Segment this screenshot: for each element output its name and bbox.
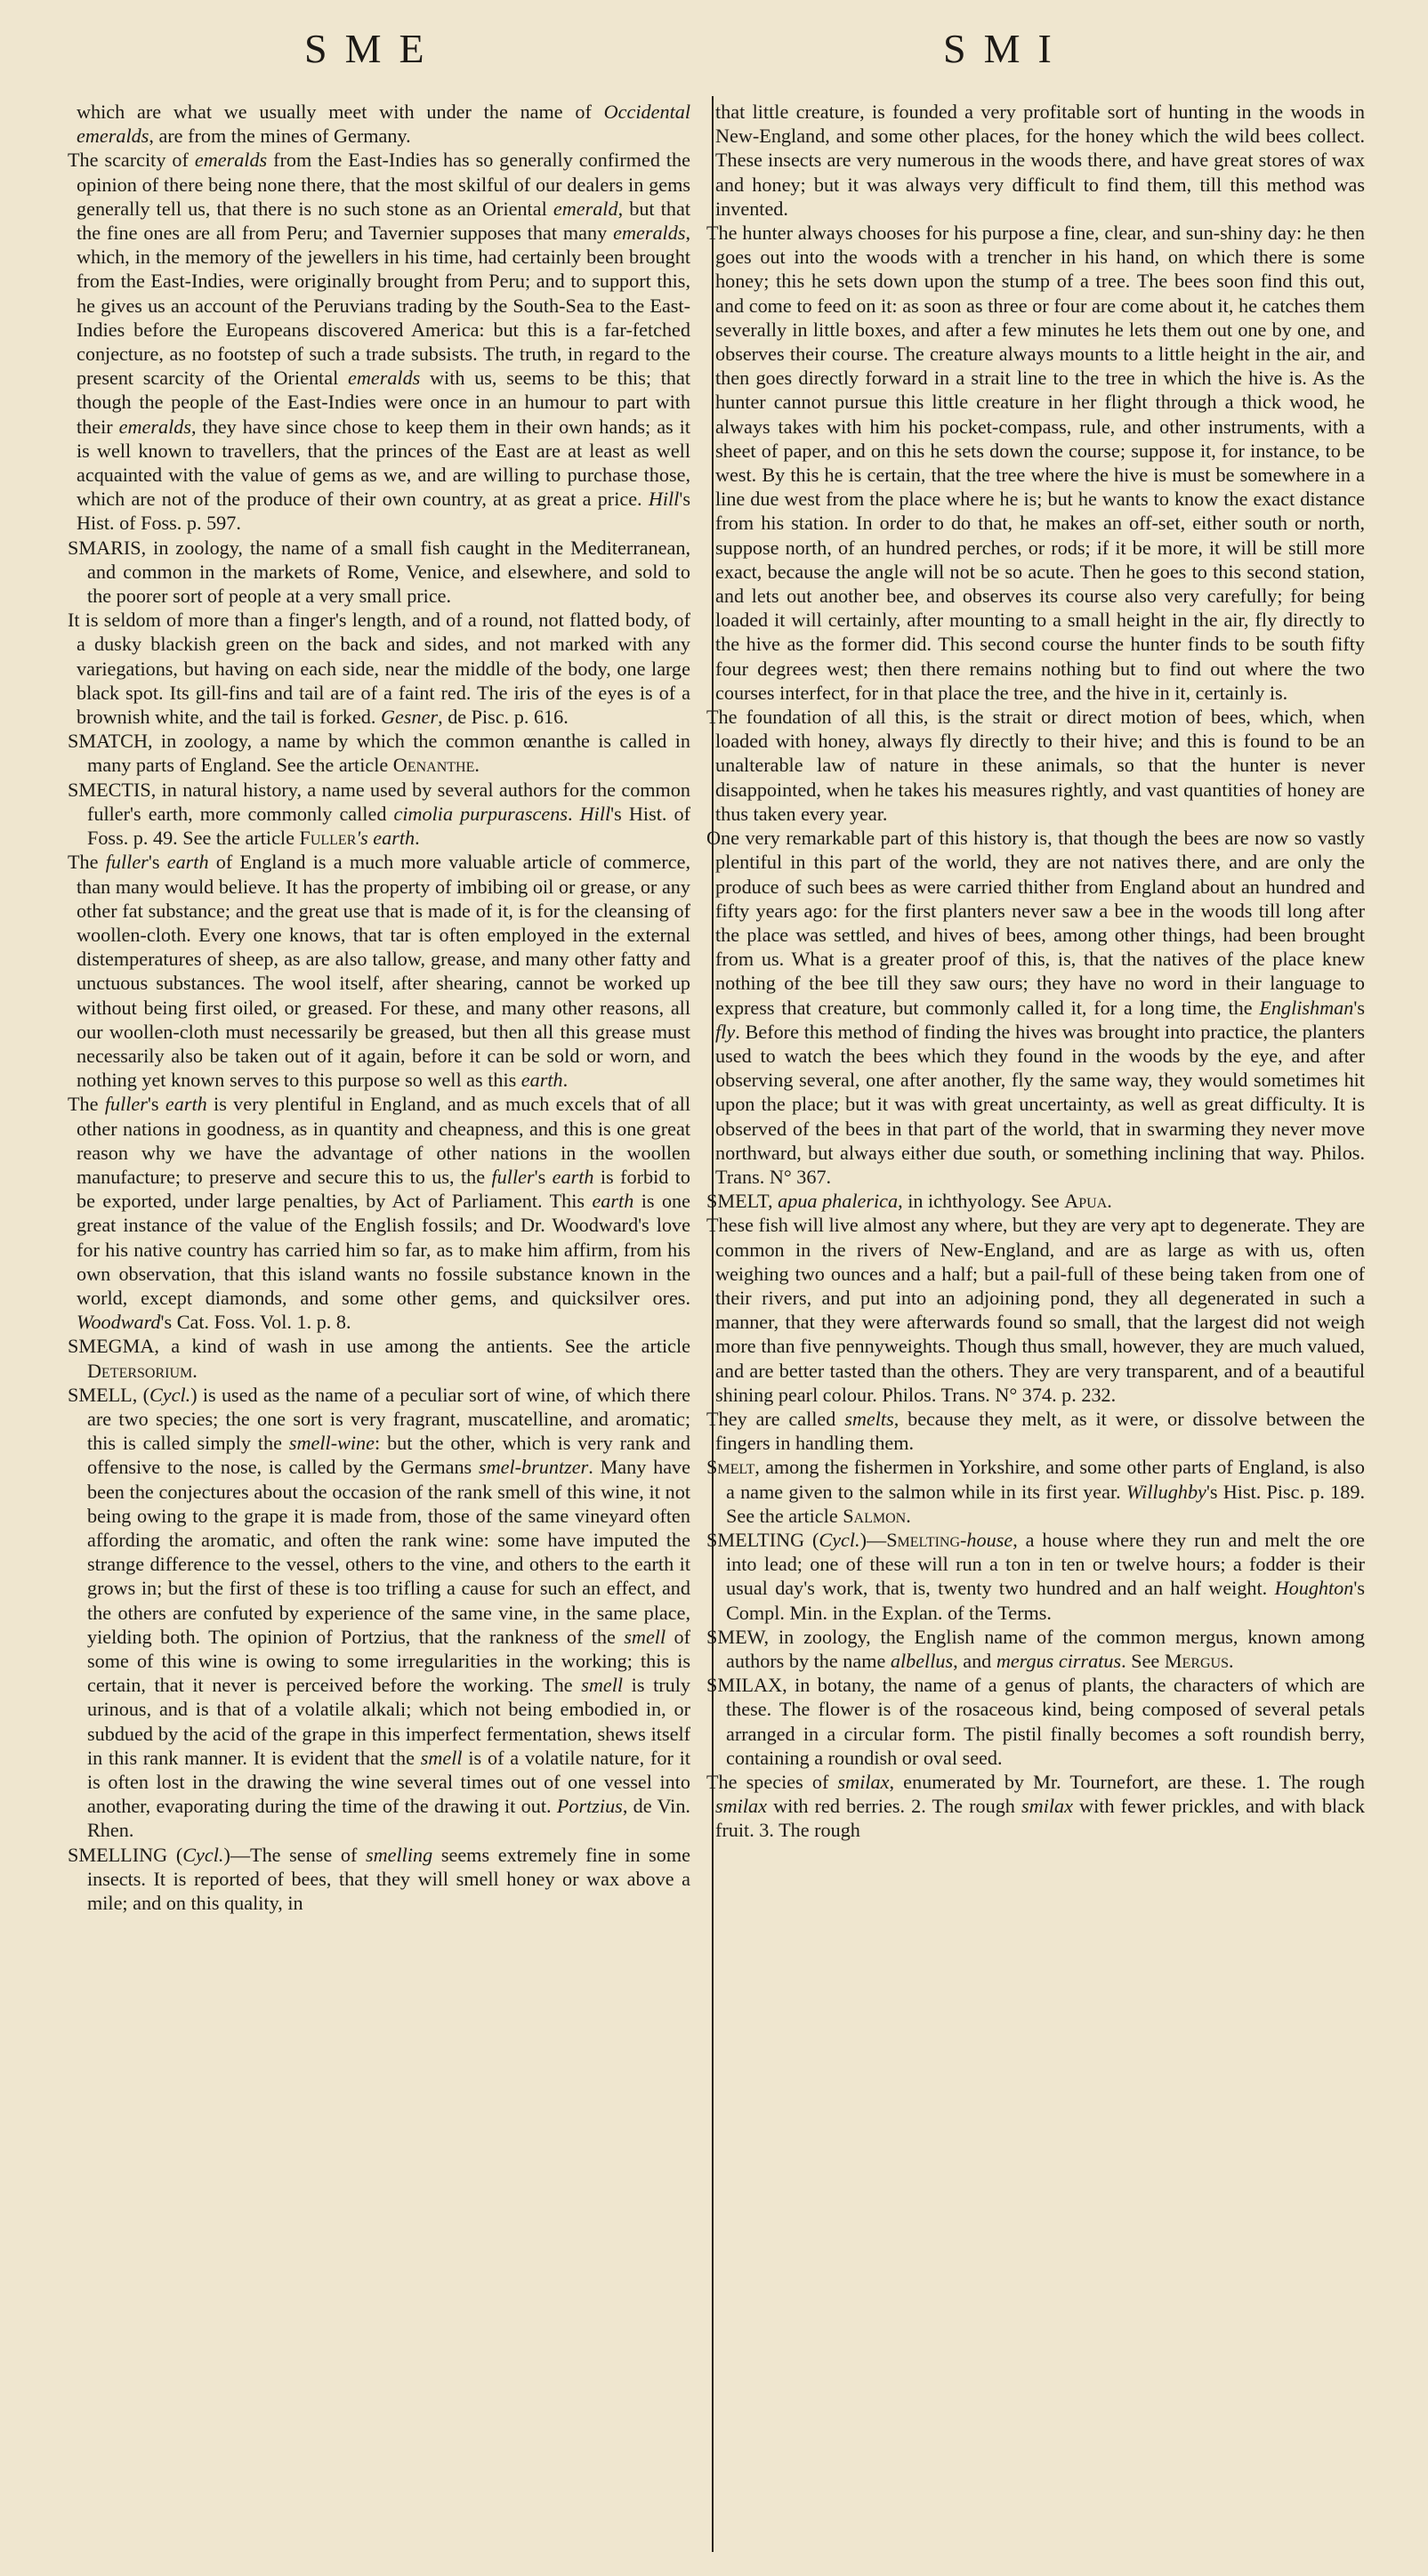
- italic-text: emeralds: [118, 415, 191, 438]
- italic-text: -house: [960, 1528, 1013, 1551]
- text-paragraph: [706, 221, 1365, 705]
- text-run: is forbid to be exported, under large penalties, by Act of Parliament. This: [77, 1165, 690, 1213]
- text-run: 's Hist. Pisc. p. 189. See the article: [726, 1480, 1365, 1527]
- italic-text: smell: [420, 1746, 463, 1769]
- text-run: .: [906, 1504, 911, 1527]
- italic-text: fly: [715, 1020, 736, 1043]
- text-run: The: [68, 1093, 105, 1116]
- cross-reference: Salmon: [843, 1504, 907, 1527]
- text-run: The species of: [706, 1771, 838, 1794]
- text-run: The scarcity of: [68, 149, 195, 172]
- text-paragraph: [706, 705, 1365, 826]
- text-run: is one great instance of the value of the English fossils; and Dr. Woodward's love for his native country has carried him so far, as to make him affirm, from his own observation, that this island wants no fossile substance known in the world, except diamonds, and some other gems, and quicksilver ores.: [77, 1190, 690, 1309]
- text-run: .: [192, 1359, 198, 1382]
- entry-headword: SMARIS: [68, 536, 141, 559]
- text-run: , in zoology, a name by which the common œnanthe is called in many parts of England. See the article: [87, 730, 690, 777]
- entry-headword: SMELT: [706, 1190, 769, 1213]
- text-run: with red berries. 2. The rough: [766, 1795, 1022, 1818]
- left-running-head: SME: [304, 26, 442, 71]
- text-run: , which, in the memory of the jewellers in his time, had certainly been brought from the East-Indies, were originally brought from Peru; and to support this, he gives us an account of the Peruvians trading by the South-Sea to the East-Indies before the Europeans discovered America: but this is a far-fetched conjecture, as no footstep of such a trade subsists. The truth, in regard to the present scarcity of the Oriental: [77, 222, 690, 390]
- right-column: [706, 100, 1365, 2564]
- cross-reference: Smelt: [706, 1456, 755, 1479]
- text-paragraph: [706, 1407, 1365, 1455]
- text-run: , in ichthyology. See: [898, 1190, 1065, 1213]
- entry-paragraph: [68, 536, 690, 609]
- italic-text: cimolia purpurascens: [393, 802, 568, 825]
- text-run: from the East-Indies has so generally confirmed the opinion of there being none there, that the most skilful of our dealers in gems generally tell us, that there is no such stone as an Oriental: [77, 149, 690, 220]
- italic-text: smilax: [1021, 1795, 1073, 1818]
- text-run: : but the other, which is very rank and offensive to the nose, is called by the Germans: [87, 1432, 690, 1479]
- text-paragraph: [68, 148, 690, 535]
- cross-reference: Apua: [1064, 1190, 1108, 1213]
- text-paragraph: [706, 1213, 1365, 1407]
- text-run: 's Compl. Min. in the Explan. of the Terms.: [726, 1577, 1365, 1624]
- text-run: .: [415, 827, 420, 850]
- text-run: , a house where they run and melt the ore into lead; one of these will run a ton in ten or twelve hours; a fodder is their usual day's work, that is, twenty two hundred and an half weight.: [726, 1528, 1365, 1600]
- italic-text: apua phalerica: [778, 1190, 899, 1213]
- text-run: 's Cat. Foss. Vol. 1. p. 8.: [160, 1311, 351, 1334]
- text-run: 's: [534, 1165, 553, 1188]
- italic-text: fuller: [104, 1093, 148, 1116]
- right-running-head: SMI: [943, 26, 1069, 71]
- text-run: , but that the fine ones are all from Peru; and Tavernier supposes that many: [77, 197, 690, 245]
- text-run: They are called: [706, 1407, 845, 1430]
- italic-text: emerald: [553, 197, 618, 220]
- italic-text: smell-wine: [288, 1432, 375, 1455]
- page-header: [0, 25, 1428, 78]
- italic-text: emeralds: [613, 222, 686, 245]
- text-run: 's: [1353, 996, 1365, 1019]
- entry-paragraph: [68, 1843, 690, 1916]
- italic-text: Woodward: [77, 1311, 161, 1334]
- text-run: , a kind of wash in use among the antients. See the article: [154, 1335, 690, 1358]
- entry-headword: SMECTIS: [68, 778, 151, 801]
- text-run: )—: [859, 1528, 887, 1551]
- italic-text: smilax: [715, 1795, 767, 1818]
- entry-headword: SMEW: [706, 1625, 764, 1648]
- cross-reference: Mergus: [1164, 1650, 1230, 1672]
- italic-text: Houghton: [1274, 1577, 1354, 1600]
- italic-text: Gesner: [381, 706, 439, 729]
- text-paragraph: [706, 826, 1365, 1189]
- entry-paragraph: [68, 729, 690, 777]
- text-run: .: [1107, 1190, 1112, 1213]
- entry-paragraph: [68, 1383, 690, 1843]
- entry-paragraph: [706, 1528, 1365, 1625]
- text-paragraph: [706, 1770, 1365, 1843]
- text-run: (: [167, 1843, 183, 1866]
- entry-paragraph: [706, 1625, 1365, 1673]
- italic-text: emeralds: [347, 367, 421, 390]
- text-run: 's: [148, 851, 167, 874]
- text-run: . Before this method of finding the hives was brought into practice, the planters used to watch the bees which they found in the woods by the eye, and after observing several, one after another, fly the same way, they would sometimes hit upon the place; but it was with great uncertainty, as well as great difficulty. It is observed of the bees in that part of the world, that in swarming they never move northward, but always either due south, or something inclining that way. Philos. Trans. N° 367.: [715, 1020, 1365, 1188]
- entry-headword: SMELTING: [706, 1528, 805, 1551]
- text-run: , and: [953, 1650, 996, 1672]
- italic-text: earth: [552, 1165, 594, 1188]
- text-run: These fish will live almost any where, but they are very apt to degenerate. They are common in the rivers of New-England, and are as large as with us, often weighing two ounces and a half; but a pail-full of these being taken from one of their rivers, and put into an adjoining pond, they all degenerated in such a manner, that they were afterwards found so small, that the largest did not weigh more than five pennyweights. Though thus small, however, they are much valued, and are better tasted than the others. They are very transparent, and of a beautiful shining pearl colour. Philos. Trans. N° 374. p. 232.: [706, 1214, 1365, 1406]
- italic-text: Hill: [648, 488, 680, 511]
- text-run: .: [567, 802, 580, 825]
- entry-headword: SMILAX: [706, 1674, 783, 1697]
- italic-text: Cycl.: [149, 1383, 191, 1406]
- text-run: is truly urinous, and is that of a volatile alkali; which not being embodied in, or subdued by the acid of the grape in this imperfect fermentation, shews itself in this rank manner. It is evident that the: [87, 1674, 690, 1769]
- text-run: , in zoology, the English name of the common mergus, known among authors by the name: [726, 1625, 1365, 1672]
- text-run: ,: [768, 1190, 779, 1213]
- text-run: The: [68, 851, 106, 874]
- cross-reference: Oenanthe: [392, 754, 475, 777]
- italic-text: smelling: [366, 1843, 433, 1866]
- text-run: ) is used as the name of a peculiar sort of wine, of which there are two species; the one sort is very fragrant, muscatelline, and aromatic; this is called simply the: [87, 1383, 690, 1455]
- text-paragraph: [68, 608, 690, 729]
- text-run: which are what we usually meet with under the name of: [77, 101, 604, 123]
- text-run: One very remarkable part of this history is, that though the bees are now so vastly plentiful in this part of the world, they are not natives there, and are only the produce of such bees as were carried thither from England about an hundred and fifty years ago: for the first planters never saw a bee in the woods till long after the place was settled, and hives of bees, among other things, had been brought from us. What is a greater proof of this, is, that the natives of the place knew nothing of the bee till they saw ours; they have no word in their language to express that creature, but commonly called it, for a long time, the: [706, 827, 1365, 1019]
- text-run: , in botany, the name of a genus of plants, the characters of which are these. The flower is of the rosaceous kind, being composed of several petals arranged in a circular form. The pistil finally becomes a soft roundish berry, containing a roundish or oval seed.: [726, 1674, 1365, 1769]
- text-run: is of a volatile nature, for it is often lost in the drawing the wine several times out of one vessel into another, evaporating during the time of the drawing it out.: [87, 1746, 690, 1818]
- left-column: [68, 100, 690, 2564]
- entry-headword: SMEGMA: [68, 1335, 155, 1358]
- text-run: , are from the mines of Germany.: [149, 125, 411, 148]
- text-run: of England is a much more valuable article of commerce, than many would believe. It has the property of imbibing oil or grease, or any other fat substance; and the great use that is made of it, is for the cleansing of woollen-cloth. Every one knows, that tar is often employed in the external distemperatures of sheep, as are also tallow, grease, and many other fatty and unctuous substances. The wool itself, after shearing, cannot be worked up without being first oiled, or greased. For these, and many other reasons, all our woollen-cloth must necessarily be greased, but then all this grease must necessarily also be taken out of it again, before it can be sold or worn, and nothing yet known serves to this purpose so well as this: [77, 851, 690, 1092]
- text-run: 's Hist. of Foss. p. 49. See the article: [87, 802, 690, 850]
- italic-text: mergus cirratus: [996, 1650, 1122, 1672]
- italic-text: earth: [165, 1093, 207, 1116]
- entry-paragraph: [706, 1455, 1365, 1528]
- italic-text: smilax: [837, 1771, 890, 1794]
- italic-text: Willughby: [1125, 1480, 1206, 1503]
- cross-reference: Detersorium: [87, 1359, 193, 1382]
- entry-paragraph: [68, 1334, 690, 1382]
- italic-text: Cycl.: [182, 1843, 224, 1866]
- text-run: with us, seems to be this; that though the people of the East-Indies were once in an humour to part with their: [77, 367, 690, 438]
- italic-text: Portzius: [556, 1795, 623, 1818]
- text-run: .: [562, 1069, 569, 1092]
- text-run: It is seldom of more than a finger's length, and of a round, not flatted body, of a dusky blackish green on the back and sides, and not marked with any variegations, but having on each side, near the middle of the body, one large black spot. Its gill-fins and tail are of a faint red. The iris of the eyes is of a brownish white, and the tail is forked.: [68, 609, 690, 729]
- text-run: , because they melt, as it were, or dissolve between the fingers in handling them.: [715, 1407, 1365, 1455]
- text-run: )—The sense of: [223, 1843, 367, 1866]
- italic-text: albellus: [890, 1650, 954, 1672]
- text-paragraph: [68, 850, 690, 1092]
- text-run: .: [1229, 1650, 1234, 1672]
- text-run: with fewer prickles, and with black fruit. 3. The rough: [715, 1795, 1365, 1842]
- italic-text: smelts: [844, 1407, 894, 1430]
- italic-text: earth: [520, 1069, 563, 1092]
- entry-paragraph: [706, 1189, 1365, 1213]
- italic-text: smell: [624, 1625, 666, 1648]
- italic-text: Hill: [579, 802, 611, 825]
- entry-paragraph: [706, 1673, 1365, 1770]
- text-run: , enumerated by Mr. Tournefort, are these. 1. The rough: [889, 1771, 1365, 1794]
- text-run: . See: [1121, 1650, 1165, 1672]
- text-run: .: [474, 754, 480, 777]
- text-paragraph: [68, 1092, 690, 1334]
- italic-text: fuller: [105, 851, 149, 874]
- italic-text: fuller: [491, 1165, 535, 1188]
- entry-headword: SMELL: [68, 1383, 133, 1406]
- italic-text: 's earth: [356, 827, 415, 850]
- text-paragraph: [68, 100, 690, 148]
- text-run: 's: [147, 1093, 165, 1116]
- entry-headword: SMELLING: [68, 1843, 168, 1866]
- entry-paragraph: [68, 778, 690, 851]
- italic-text: smel-bruntzer: [478, 1456, 589, 1479]
- text-run: of some of this wine is owing to some irregularities in the working; this is certain, that it never is perceived before the working. The: [87, 1625, 690, 1697]
- text-run: (: [804, 1528, 819, 1551]
- entry-headword: SMATCH: [68, 730, 149, 753]
- italic-text: smell: [581, 1674, 624, 1697]
- text-paragraph: [706, 100, 1365, 221]
- text-run: The hunter always chooses for his purpose a fine, clear, and sun-shiny day: he then goes out into the woods with a trencher in his hand, on which there is some honey; this he sets down upon the stump of a tree. The bees soon find this out, and come to feed on it: as soon as three or four are come about it, he catches them severally in little boxes, and after a few minutes he lets them out one by one, and observes their course. The creature always mounts to a little height in the air, and then goes directly forward in a strait line to the tree in which the hive is. As the hunter cannot pursue this little creature in her flight through a thick wood, he always takes with him his pocket-compass, rule, and other instruments, with a sheet of paper, and on this he sets down the course; suppose it, for instance, to be west. By this he is certain, that the tree where the hive is must be somewhere in a line due west from the place where he is; but he wants to know the exact distance from his station. In order to do that, he makes an off-set, either south or north, suppose north, of an hundred perches, or rods; if it be more, it will be still more exact, because the angle will not be so acute. Then he goes to this second station, and lets out another bee, and observes its course also very carefully; for being loaded it will certainly, after mounting to a small height in the air, fly directly to the hive as the former did. This second course the hunter finds to be south fifty four degrees west; then there remains nothing but to find out where the two courses interfect, for in that place the tree, and the hive in it, certainly is.: [706, 222, 1365, 704]
- text-run: is very plentiful in England, and as much excels that of all other nations in goodness, as in quantity and cheapness, and this is one great reason why we have the advantage of other nations in the woollen manufacture; to preserve and secure this to us, the: [77, 1093, 690, 1188]
- italic-text: emeralds: [194, 149, 268, 172]
- text-run: , in zoology, the name of a small fish caught in the Mediterranean, and common in the markets of Rome, Venice, and elsewhere, and sold to the poorer sort of people at a very small price.: [87, 536, 690, 608]
- italic-text: earth: [592, 1190, 634, 1213]
- text-run: The foundation of all this, is the strait or direct motion of bees, which, when loaded with honey, always fly directly to their hive; and this is found to be an unalterable law of nature in these animals, so that the hunter is never disappointed, when he takes his measures rightly, and vast quantities of honey are thus taken every year.: [706, 706, 1365, 825]
- text-run: 's Hist. of Foss. p. 597.: [77, 488, 690, 535]
- text-run: seems extremely fine in some insects. It is reported of bees, that they will smell honey or wax above a mile; and on this quality, in: [87, 1843, 690, 1915]
- italic-text: earth: [166, 851, 209, 874]
- text-run: . Many have been the conjectures about the occasion of the rank smell of this wine, it not being owing to the grape it is made from, those of the same vineyard often affording the aromatic, and often the rank wine: some have imputed the strange difference to the vessel, others to the vine, and others to the earth it grows in; but the first of these is too trifling a cause for such an effect, and the others are confuted by experience of the same vine, in the same place, yielding both. The opinion of Portzius, that the rankness of the: [87, 1456, 690, 1648]
- text-run: that little creature, is founded a very profitable sort of hunting in the woods in New-England, and some other places, for the honey which the wild bees collect. These insects are very numerous in the woods there, and have great stores of wax and honey; but it was always very difficult to find them, till this method was invented.: [715, 101, 1365, 220]
- text-run: , de Vin. Rhen.: [87, 1795, 690, 1842]
- text-run: , in natural history, a name used by several authors for the common fuller's earth, more commonly called: [87, 778, 690, 825]
- text-run: , de Pisc. p. 616.: [438, 706, 569, 729]
- italic-text: Occidental emeralds: [77, 101, 690, 148]
- cross-reference: Fuller: [299, 827, 357, 850]
- italic-text: Englishman: [1259, 996, 1354, 1019]
- text-run: , among the fishermen in Yorkshire, and some other parts of England, is also a name given to the salmon while in its first year.: [726, 1456, 1365, 1503]
- italic-text: Cycl.: [819, 1528, 860, 1551]
- text-run: , they have since chose to keep them in their own hands; as it is well known to travellers, that the princes of the East are at least as well acquainted with the value of gems as we, and are willing to purchase those, which are not of the produce of their own country, at as great a price.: [77, 415, 690, 511]
- text-run: , (: [132, 1383, 149, 1406]
- cross-reference: Smelting: [886, 1528, 961, 1551]
